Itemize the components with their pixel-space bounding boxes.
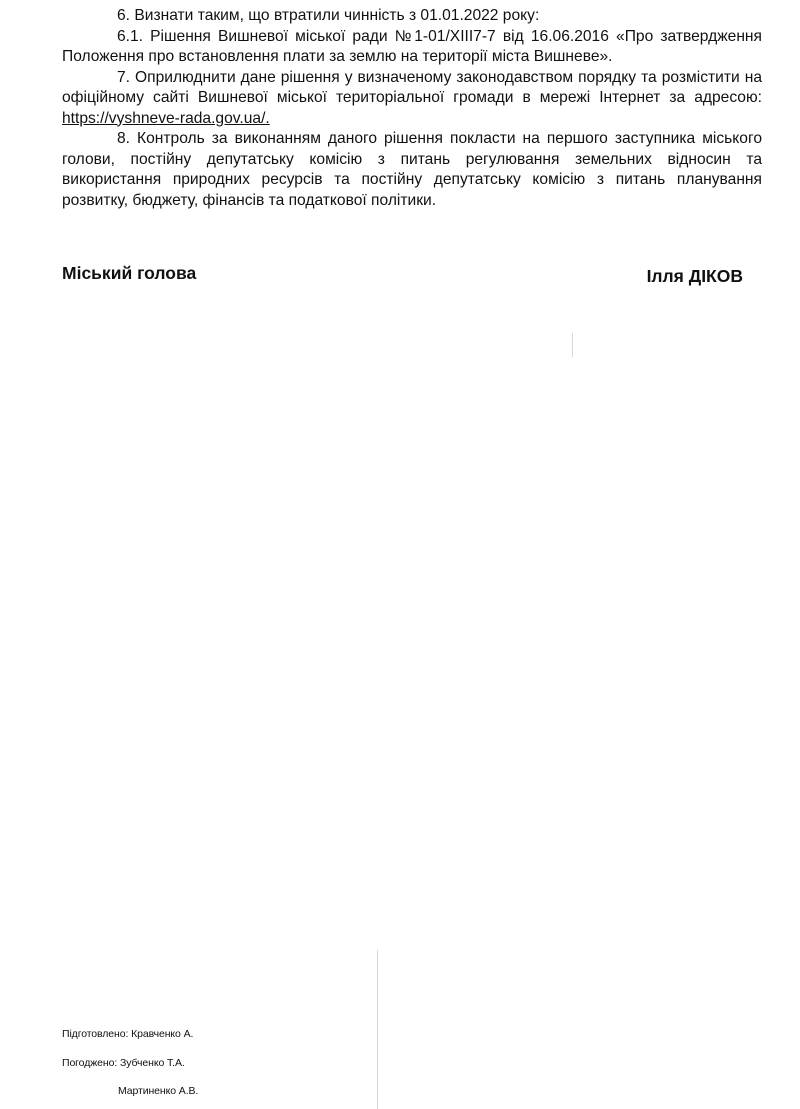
paragraph-7 [62, 68, 762, 130]
paragraph-8: 8. Контроль за виконанням даного рішення покласти на першого заступника міського голови, постійну депутатську комісію з питань регулювання земельних відносин та використання природних ресурсів та постійну депутатську комісію з питань планування розвитку, бюджету, фінансів та податкової політики. [62, 130, 762, 209]
document-body [62, 6, 762, 211]
footer-prepared: Підготовлено: Кравченко А. [62, 1028, 194, 1040]
paragraph-6: 6. Визнати таким, що втратили чинність з 01.01.2022 року: [117, 7, 540, 24]
footer-agreed-second: Мартиненко А.В. [118, 1085, 199, 1097]
scan-artifact [572, 333, 573, 357]
signature-name: Ілля ДІКОВ [646, 266, 743, 286]
paragraph-7-text: 7. Оприлюднити дане рішення у визначеному законодавством порядку та розмістити на офіційному сайті Вишневої міської територіальної громади в мережі Інтернет за адресою: [62, 68, 762, 106]
paragraph-6-1: 6.1. Рішення Вишневої міської ради №1-01/XIII7-7 від 16.06.2016 «Про затвердження Положення про встановлення плати за землю на території міста Вишневе». [62, 27, 762, 65]
scan-artifact [377, 950, 378, 1109]
website-link[interactable]: https://vyshneve-rada.gov.ua/. [62, 109, 270, 127]
footer-agreed: Погоджено: Зубченко Т.А. [62, 1057, 185, 1069]
signature-position: Міський голова [62, 263, 197, 283]
